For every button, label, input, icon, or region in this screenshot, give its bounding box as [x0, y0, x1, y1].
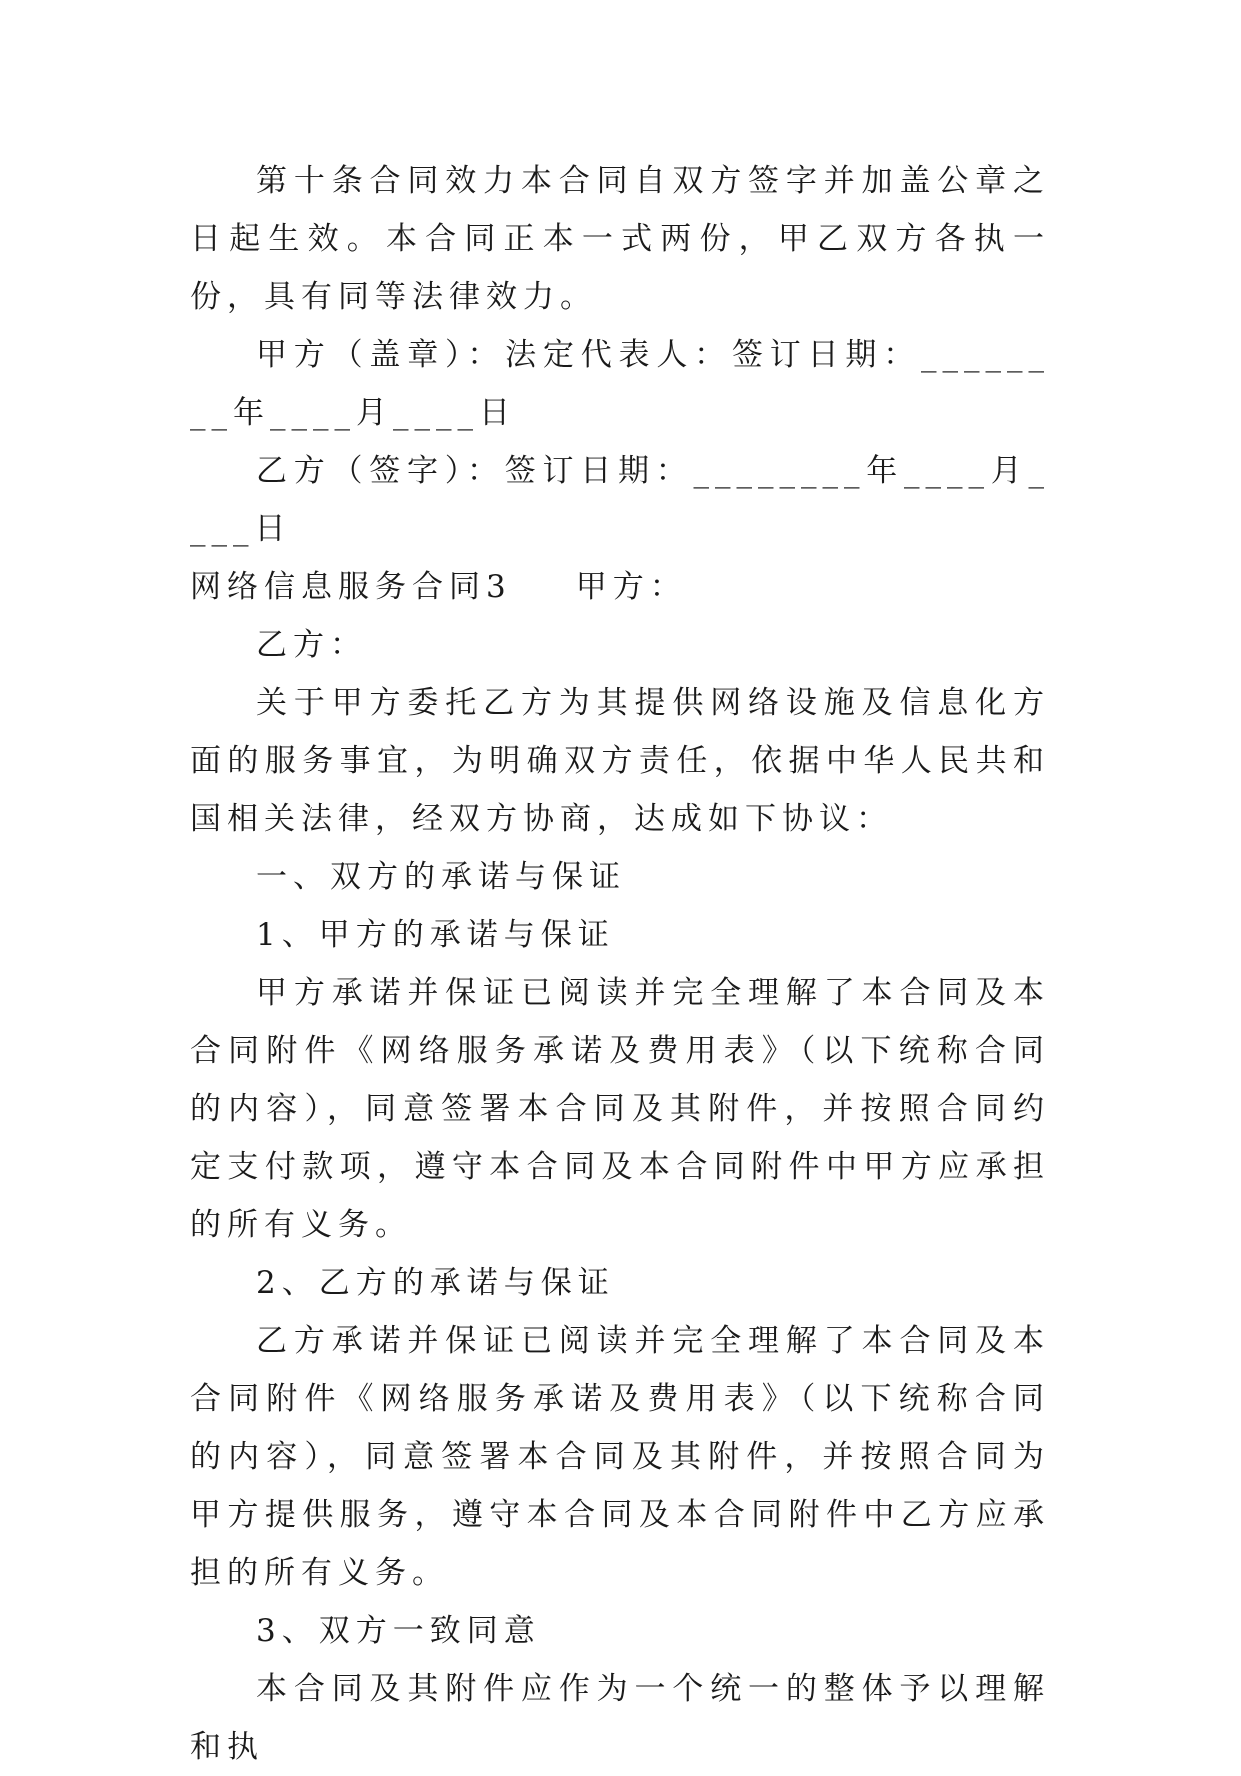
party-a-signature-line: 甲方（盖章）：法定代表人：签订日期：________年____月____日	[190, 337, 1050, 431]
clause-ten-effectiveness: 第十条合同效力本合同自双方签字并加盖公章之日起生效。本合同正本一式两份，甲乙双方各执一份，具有同等法律效力。	[190, 163, 1050, 315]
mutual-agreement-paragraph: 本合同及其附件应作为一个统一的整体予以理解和执	[190, 1671, 1050, 1765]
contract-title: 网络信息服务合同3	[190, 569, 512, 605]
preamble-paragraph: 关于甲方委托乙方为其提供网络设施及信息化方面的服务事宜，为明确双方责任，依据中华人民共和国相关法律，经双方协商，达成如下协议：	[190, 685, 1050, 837]
subsection-3-heading: 3、双方一致同意	[256, 1613, 541, 1649]
party-b-label: 乙方：	[256, 627, 367, 663]
section-one-heading: 一、双方的承诺与保证	[256, 859, 626, 895]
subsection-1-heading: 1、甲方的承诺与保证	[256, 917, 615, 953]
party-a-commitment-paragraph: 甲方承诺并保证已阅读并完全理解了本合同及本合同附件《网络服务承诺及费用表》（以下统称合同的内容），同意签署本合同及其附件，并按照合同约定支付款项，遵守本合同及本合同附件中甲方应承担的所有义务。	[190, 975, 1050, 1243]
contract-title-line	[190, 558, 1050, 616]
party-a-label: 甲方：	[575, 569, 687, 605]
document-body	[190, 152, 1050, 1776]
party-b-commitment-paragraph: 乙方承诺并保证已阅读并完全理解了本合同及本合同附件《网络服务承诺及费用表》（以下统称合同的内容），同意签署本合同及其附件，并按照合同为甲方提供服务，遵守本合同及本合同附件中乙方应承担的所有义务。	[190, 1323, 1050, 1591]
subsection-2-heading: 2、乙方的承诺与保证	[256, 1265, 615, 1301]
party-b-signature-line: 乙方（签字）：签订日期：________年____月____日	[190, 453, 1050, 547]
